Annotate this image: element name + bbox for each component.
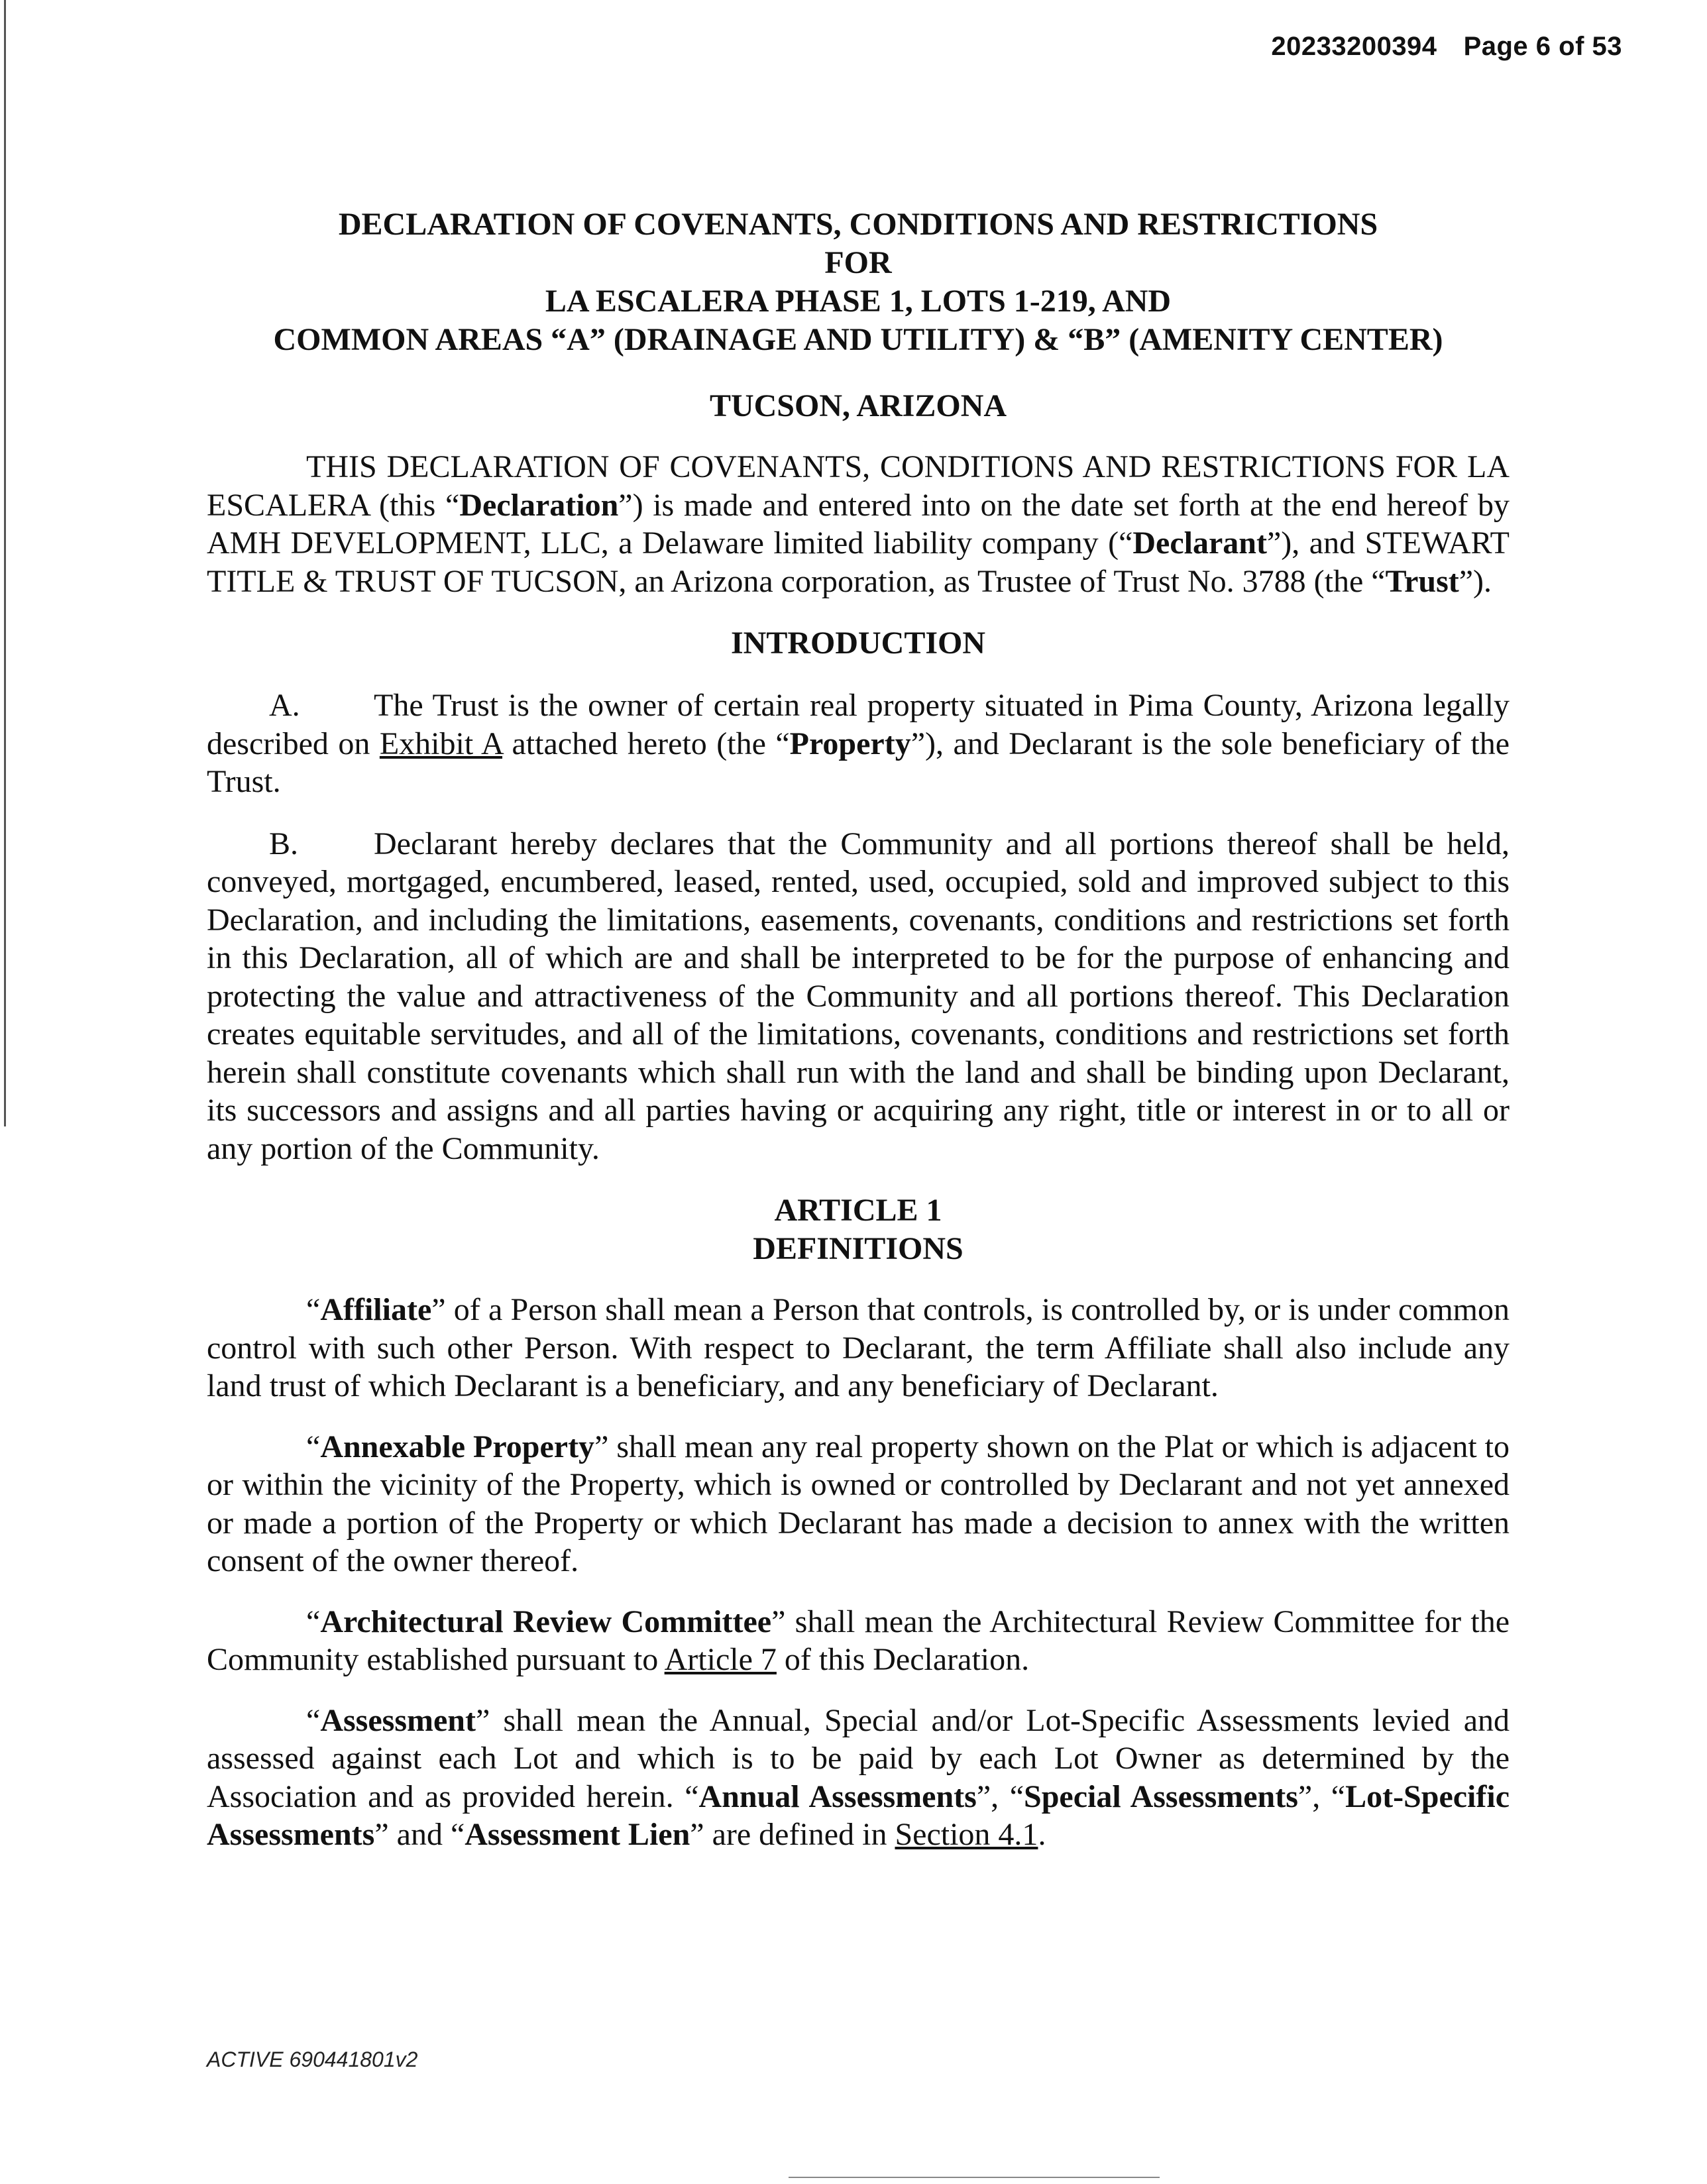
title-line-2: FOR xyxy=(824,245,892,280)
introduction-heading: INTRODUCTION xyxy=(730,626,986,661)
defined-term: Assessment Lien xyxy=(465,1817,690,1852)
title-line-4: COMMON AREAS “A” (DRAINAGE AND UTILITY) & “B” (AMENITY CENTER) xyxy=(273,322,1443,357)
document-number: 20233200394 xyxy=(1271,32,1437,61)
defined-term: Property xyxy=(789,726,911,761)
definition-annexable-property: “Annexable Property” shall mean any real property shown on the Plat or which is adjacent to or within the vicinity of the Property, which is owned or controlled by Declarant and not yet annexed or made a portion of the Property or which Declarant has made a decision to annex with the written consent of the owner thereof. xyxy=(207,1429,1510,1578)
defined-term: Lot-Specific Assessments xyxy=(207,1778,1510,1852)
defined-term: Special Assessments xyxy=(1024,1778,1298,1814)
defined-term: Affiliate xyxy=(320,1292,432,1327)
intro-paragraph-a: A. The Trust is the owner of certain real property situated in Pima County, Arizona legally described on Exhibit A attached hereto (the “Property”), and Declarant is the sole beneficiary of the Trust. xyxy=(207,688,1510,799)
defined-term: Annual Assessments xyxy=(698,1778,977,1814)
defined-term: Trust xyxy=(1385,563,1459,599)
page-number: Page 6 of 53 xyxy=(1463,32,1622,61)
article-number: ARTICLE 1 xyxy=(774,1193,942,1228)
defined-term: Assessment xyxy=(320,1702,476,1738)
scan-bottom-line xyxy=(789,2177,1160,2178)
article-7-reference: Article 7 xyxy=(664,1642,777,1677)
intro-paragraph-b: B. Declarant hereby declares that the Community and all portions thereof shall be held, conveyed, mortgaged, encumbered, leased, rented, used, occupied, sold and improved subject to this Declaration, and including the limitations, easements, covenants, conditions and restrictions set forth in this Declaration, all of which are and shall be interpreted to be for the purpose of enhancing and protecting the value and attractiveness of the Community and all portions thereof. This Declaration creates equitable servitudes, and all of the limitations, covenants, conditions and restrictions set forth herein shall constitute covenants which shall run with the land and shall be binding upon Declarant, its successors and assigns and all parties having or acquiring any right, title or interest in or to all or any portion of the Community. xyxy=(207,826,1510,1166)
article-name: DEFINITIONS xyxy=(753,1231,964,1266)
defined-term: Declarant xyxy=(1132,525,1267,561)
defined-term: Annexable Property xyxy=(320,1429,595,1464)
document-title xyxy=(207,205,1510,425)
document-page xyxy=(207,205,1510,1854)
title-line-1: DECLARATION OF COVENANTS, CONDITIONS AND RESTRICTIONS xyxy=(338,207,1378,242)
title-location: TUCSON, ARIZONA xyxy=(709,388,1007,423)
definition-assessment: “Assessment” shall mean the Annual, Special and/or Lot-Specific Assessments levied and assessed against each Lot and which is to be paid by each Lot Owner as determined by the Association and as provided herein. “Annual Assessments”, “Special Assessments”, “Lot-Specific Assessments” and “Assessment Lien” are defined in Section 4.1. xyxy=(207,1702,1510,1852)
defined-term: Declaration xyxy=(459,487,619,523)
scan-edge-line xyxy=(4,0,6,1126)
exhibit-a-reference: Exhibit A xyxy=(379,726,503,761)
article-heading xyxy=(207,1191,1510,1268)
preamble-paragraph: THIS DECLARATION OF COVENANTS, CONDITIONS AND RESTRICTIONS FOR LA ESCALERA (this “Declaration”) is made and entered into on the date set forth at the end hereof by AMH DEVELOPMENT, LLC, a Delaware limited liability company (“Declarant”), and STEWART TITLE & TRUST OF TUCSON, an Arizona corporation, as Trustee of Trust No. 3788 (the “Trust”). xyxy=(207,449,1510,599)
recording-header xyxy=(1271,32,1622,62)
defined-term: Architectural Review Committee xyxy=(320,1604,772,1639)
section-4-1-reference: Section 4.1 xyxy=(895,1817,1038,1852)
definition-architectural-review-committee: “Architectural Review Committee” shall mean the Architectural Review Committee for the Community established pursuant to Article 7 of this Declaration. xyxy=(207,1604,1510,1677)
definition-affiliate: “Affiliate” of a Person shall mean a Person that controls, is controlled by, or is under common control with such other Person. With respect to Declarant, the term Affiliate shall also include any land trust of which Declarant is a beneficiary, and any beneficiary of Declarant. xyxy=(207,1292,1510,1403)
title-line-3: LA ESCALERA PHASE 1, LOTS 1-219, AND xyxy=(545,284,1172,319)
document-control-code: ACTIVE 690441801v2 xyxy=(207,2048,418,2071)
